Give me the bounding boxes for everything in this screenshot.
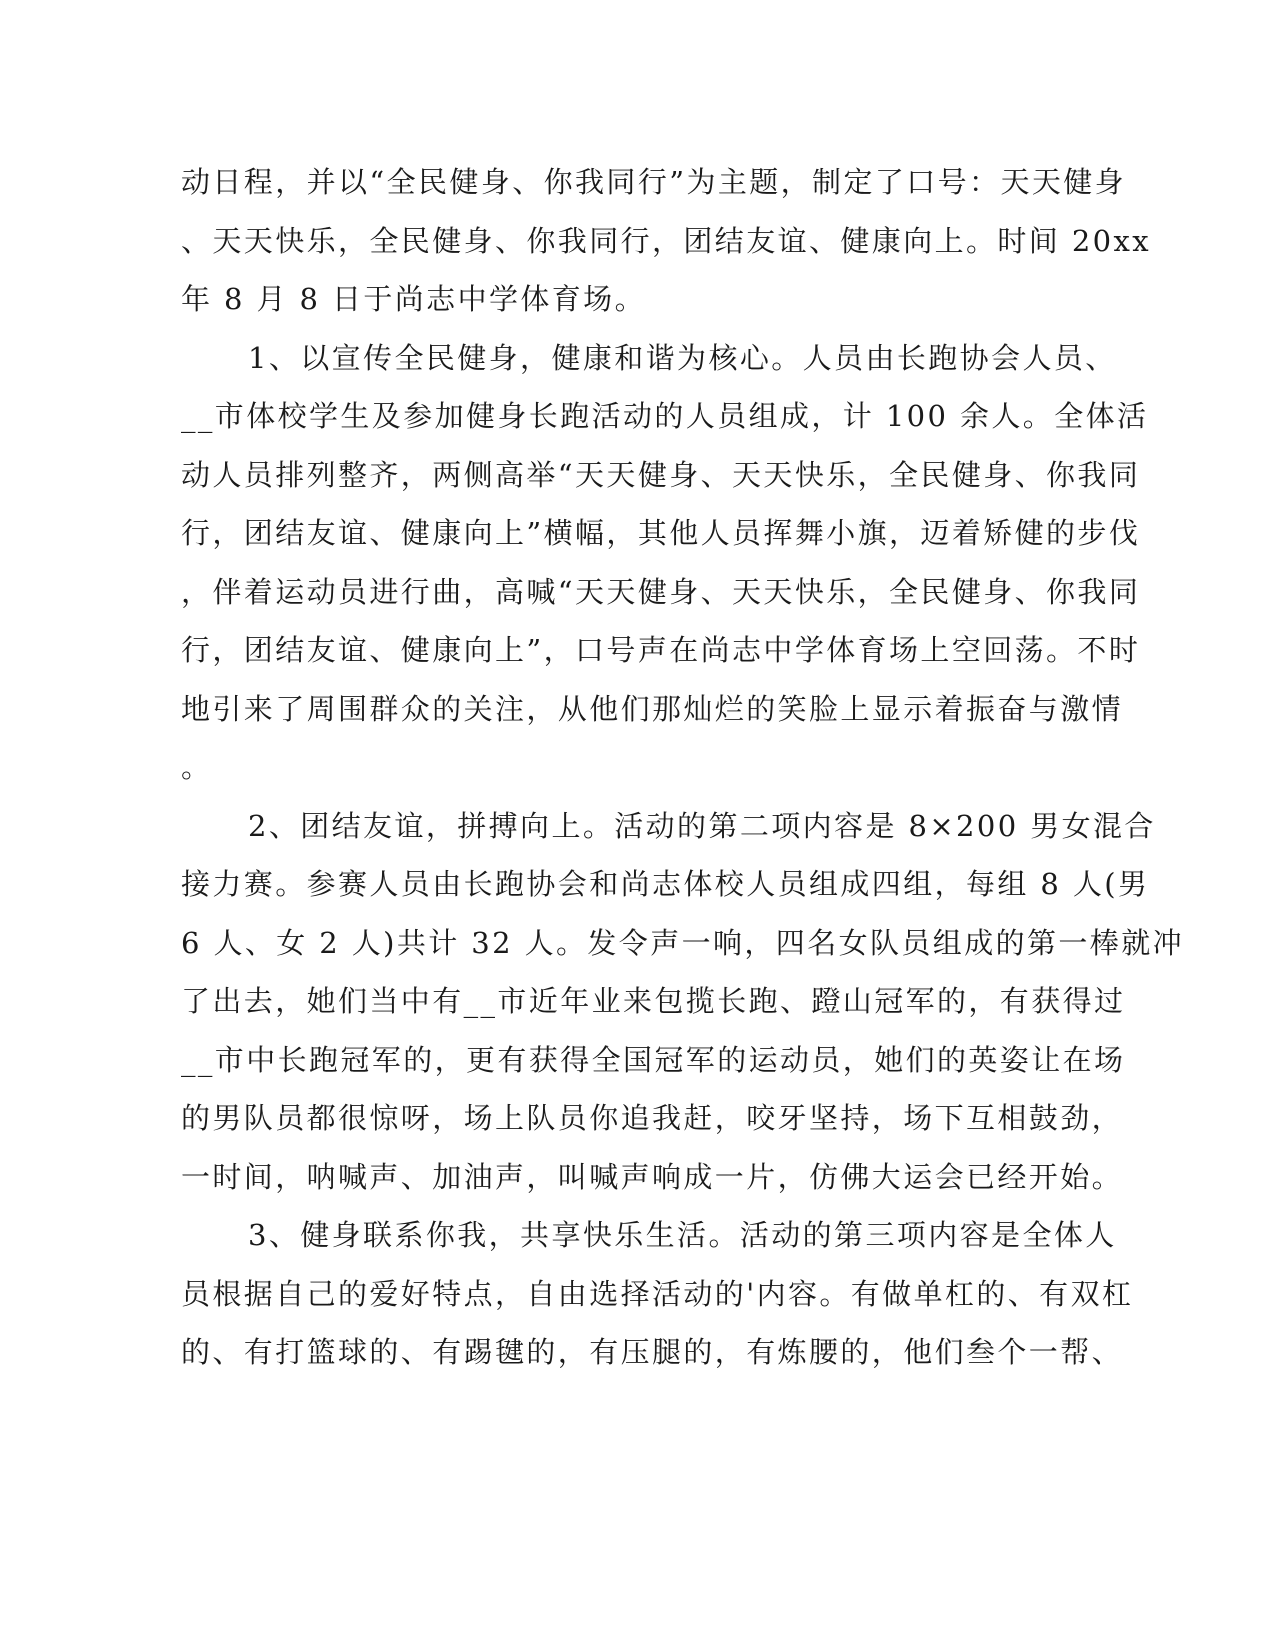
text-line: 地引来了周围群众的关注，从他们那灿烂的笑脸上显示着振奋与激情	[181, 692, 1124, 726]
text-line: 员根据自己的爱好特点，自由选择活动的'内容。有做单杠的、有双杠	[181, 1277, 1134, 1311]
text-line: 行，团结友谊、健康向上”，口号声在尚志中学体育场上空回荡。不时	[181, 633, 1141, 667]
text-line: 一时间，呐喊声、加油声，叫喊声响成一片，仿佛大运会已经开始。	[181, 1160, 1124, 1194]
text-line: 的、有打篮球的、有踢毽的，有压腿的，有炼腰的，他们叁个一帮、	[181, 1335, 1124, 1369]
text-line: 接力赛。参赛人员由长跑协会和尚志体校人员组成四组，每组 8 人(男	[181, 867, 1150, 901]
text-line: 行，团结友谊、健康向上”横幅，其他人员挥舞小旗，迈着矫健的步伐	[181, 516, 1141, 550]
text-line: 6 人、女 2 人)共计 32 人。发令声一响，四名女队员组成的第一棒就冲	[181, 926, 1185, 960]
text-line: 动人员排列整齐，两侧高举“天天健身、天天快乐，全民健身、你我同	[181, 458, 1141, 492]
text-line: 。	[181, 750, 213, 784]
text-line: 年 8 月 8 日于尚志中学体育场。	[181, 282, 646, 316]
text-line: 、天天快乐，全民健身、你我同行，团结友谊、健康向上。时间 20xx	[181, 224, 1152, 258]
text-line: 了出去，她们当中有__市近年业来包揽长跑、蹬山冠军的，有获得过	[181, 984, 1126, 1018]
paragraph-1-start: 1、以宣传全民健身，健康和谐为核心。人员由长跑协会人员、	[248, 341, 1117, 375]
text-line: __市体校学生及参加健身长跑活动的人员组成，计 100 余人。全体活	[181, 399, 1149, 433]
paragraph-2-start: 2、团结友谊，拼搏向上。活动的第二项内容是 8×200 男女混合	[248, 809, 1156, 843]
text-line: 动日程，并以“全民健身、你我同行”为主题，制定了口号：天天健身	[181, 165, 1127, 199]
text-line: __市中长跑冠军的，更有获得全国冠军的运动员，她们的英姿让在场	[181, 1043, 1126, 1077]
text-line: ，伴着运动员进行曲，高喊“天天健身、天天快乐，全民健身、你我同	[181, 575, 1141, 609]
paragraph-3-start: 3、健身联系你我，共享快乐生活。活动的第三项内容是全体人	[248, 1218, 1117, 1252]
text-line: 的男队员都很惊呀，场上队员你追我赶，咬牙坚持，场下互相鼓劲，	[181, 1101, 1124, 1135]
